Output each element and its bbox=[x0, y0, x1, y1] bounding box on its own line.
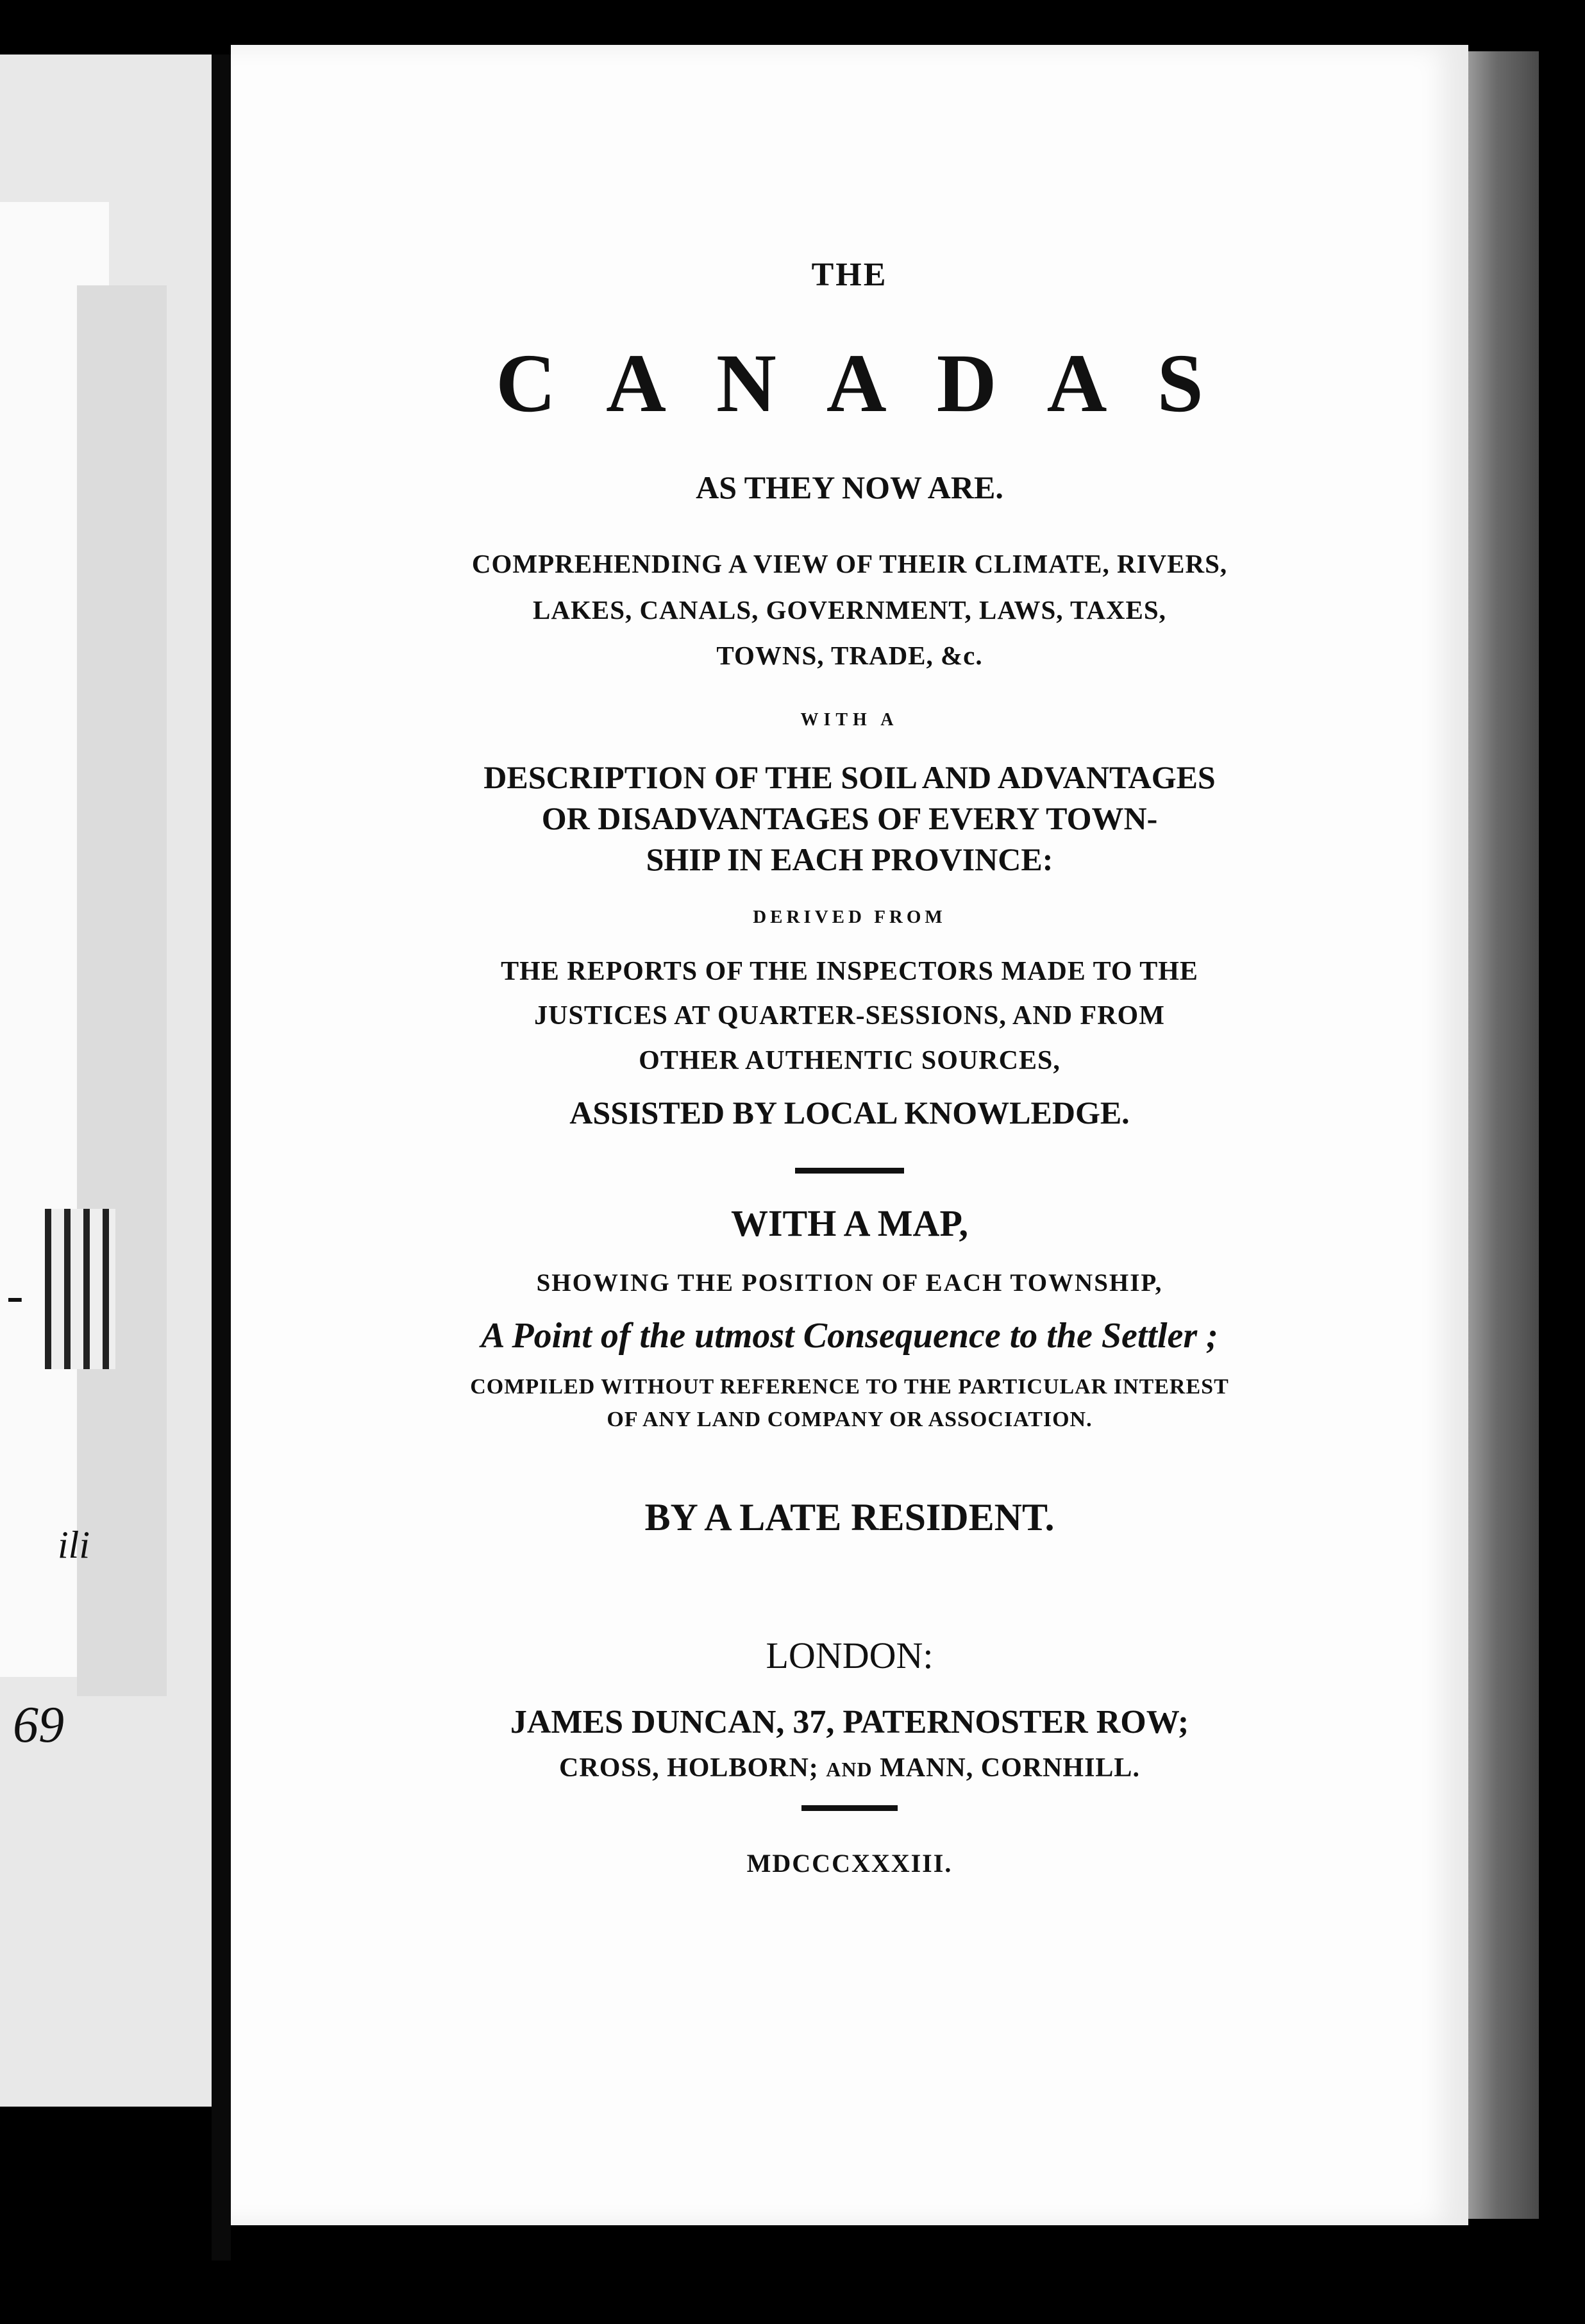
imprint-year: MDCCCXXXIII. bbox=[746, 1848, 953, 1878]
imprint-publisher: JAMES DUNCAN, 37, PATERNOSTER ROW; bbox=[510, 1704, 1189, 1741]
reports-line: JUSTICES AT QUARTER-SESSIONS, AND FROM bbox=[534, 1001, 1165, 1031]
seller-cross: CROSS, HOLBORN; bbox=[559, 1753, 819, 1783]
compiled-line: OF ANY LAND COMPANY OR ASSOCIATION. bbox=[607, 1408, 1093, 1432]
with-a-label: WITH A bbox=[800, 710, 899, 730]
map-fragment-text: ili bbox=[58, 1524, 90, 1566]
seller-mann: MANN, CORNHILL. bbox=[880, 1753, 1140, 1783]
divider-rule-small bbox=[801, 1805, 898, 1811]
description-block bbox=[231, 757, 1468, 880]
compiled-line: COMPILED WITHOUT REFERENCE TO THE PARTICULAR INTEREST bbox=[470, 1375, 1229, 1399]
comprehending-line: LAKES, CANALS, GOVERNMENT, LAWS, TAXES, bbox=[533, 594, 1166, 625]
point-line: A Point of the utmost Consequence to the Settler ; bbox=[481, 1316, 1218, 1356]
map-scale-bar bbox=[45, 1209, 115, 1369]
description-line: OR DISADVANTAGES OF EVERY TOWN- bbox=[541, 800, 1158, 837]
map-fragment-number: 69 bbox=[13, 1697, 64, 1753]
author-line: BY A LATE RESIDENT. bbox=[644, 1496, 1055, 1539]
reports-block bbox=[231, 950, 1468, 1083]
reports-line: OTHER AUTHENTIC SOURCES, bbox=[639, 1045, 1061, 1075]
divider-rule bbox=[795, 1168, 904, 1174]
map-fragment-dash: - bbox=[6, 1267, 24, 1324]
derived-from-label: DERIVED FROM bbox=[753, 907, 946, 928]
description-line: DESCRIPTION OF THE SOIL AND ADVANTAGES bbox=[483, 759, 1216, 796]
comprehending-line: TOWNS, TRADE, &c. bbox=[716, 641, 983, 671]
imprint-sellers bbox=[231, 1753, 1468, 1783]
title-article: THE bbox=[811, 257, 888, 293]
main-title: CANADAS bbox=[496, 337, 1254, 430]
folded-map-edge bbox=[77, 285, 167, 1696]
subtitle: AS THEY NOW ARE. bbox=[696, 469, 1003, 505]
title-page bbox=[231, 45, 1468, 2225]
with-map-heading: WITH A MAP, bbox=[730, 1202, 969, 1244]
assisted-line: ASSISTED BY LOCAL KNOWLEDGE. bbox=[569, 1094, 1130, 1131]
showing-line: SHOWING THE POSITION OF EACH TOWNSHIP, bbox=[536, 1268, 1163, 1297]
comprehending-block bbox=[231, 541, 1468, 679]
imprint-city: LONDON: bbox=[766, 1635, 934, 1677]
title-page-content bbox=[231, 257, 1468, 1878]
description-line: SHIP IN EACH PROVINCE: bbox=[646, 841, 1053, 878]
facing-page bbox=[0, 55, 212, 2107]
compiled-block bbox=[231, 1370, 1468, 1436]
seller-and: AND bbox=[826, 1757, 873, 1781]
reports-line: THE REPORTS OF THE INSPECTORS MADE TO THE bbox=[501, 956, 1198, 986]
page-edges bbox=[1468, 51, 1539, 2219]
comprehending-line: COMPREHENDING A VIEW OF THEIR CLIMATE, RIVERS, bbox=[471, 548, 1228, 578]
book-binding bbox=[212, 55, 231, 2261]
